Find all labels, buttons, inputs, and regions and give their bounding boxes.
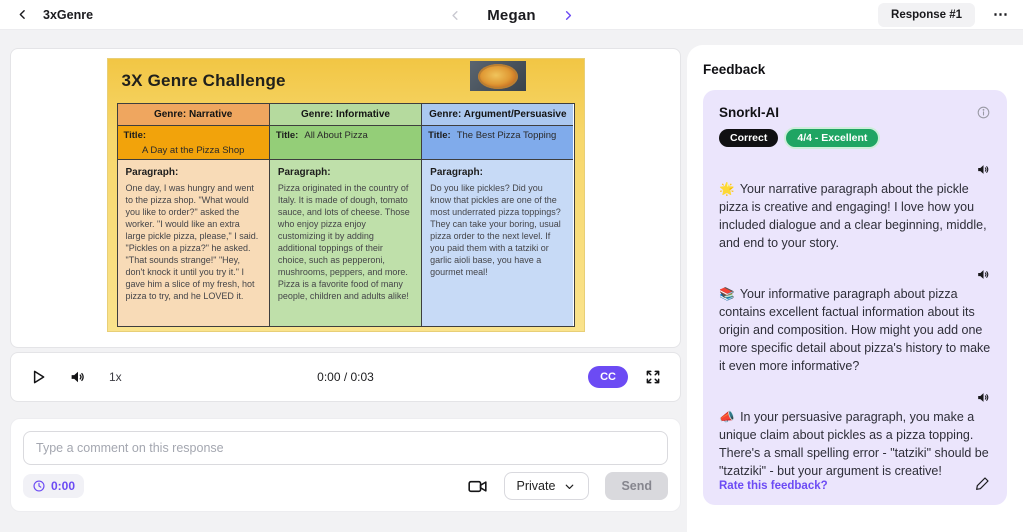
next-student-icon[interactable] (562, 9, 575, 22)
play-icon[interactable] (29, 368, 47, 386)
genre-header: Genre: Argument/Persuasive (422, 104, 573, 126)
send-button[interactable]: Send (605, 472, 668, 500)
paragraph-text: One day, I was hungry and went to the pizza shop. "What would you like to order?" asked the worker. "I would like an extra large pickle pizza, please," I said. "Pickles on a pizza?" he asked. "That sounds strange!" "Hey, don't knock it until you try it." I gave him a slice of my fresh, hot pizza to try, and he LOVED it. (125, 183, 259, 301)
feedback-text: 📣 In your persuasive paragraph, you make a unique claim about pickles as a pizza topping. There's a small spelling error - "tatziki" should be "tzatziki" - but your argument is creative! (719, 410, 989, 478)
edit-pencil-icon[interactable] (975, 475, 991, 491)
genre-table (117, 103, 575, 327)
score-badge: 4/4 - Excellent (786, 129, 878, 147)
status-badge: Correct (719, 129, 778, 147)
paragraph-cell (118, 160, 269, 326)
title-label: Title: (428, 130, 451, 141)
rate-feedback-link[interactable]: Rate this feedback? (719, 480, 828, 492)
worksheet-title: 3X Genre Challenge (121, 71, 286, 90)
argument-column (421, 104, 573, 326)
title-value: The Best Pizza Topping (456, 130, 557, 141)
pizza-photo (470, 61, 526, 91)
privacy-dropdown[interactable] (504, 472, 590, 500)
back-icon[interactable] (16, 8, 29, 21)
timer-value: 0:00 (51, 479, 76, 493)
chevron-down-icon (563, 480, 576, 493)
narrative-column (118, 104, 269, 326)
volume-icon[interactable] (69, 368, 87, 386)
paragraph-label: Paragraph: (277, 167, 331, 178)
speaker-icon[interactable] (719, 267, 991, 282)
response-selector-button[interactable]: Response #1 (878, 3, 975, 27)
feedback-text: 🌟 Your narrative paragraph about the pickle pizza is creative and engaging! I love how you included dialogue and a clear beginning, middle, and end to your story. (719, 182, 987, 250)
more-menu-icon[interactable]: ⋯ (993, 6, 1009, 23)
feedback-item (719, 162, 991, 252)
speaker-icon[interactable] (719, 162, 991, 177)
student-name: Megan (487, 6, 536, 24)
feedback-text: 📚 Your informative paragraph about pizza contains excellent factual information about its origin and composition. How might you add one more specific detail about pizza's history to make it even more informative? (719, 287, 991, 373)
top-bar (0, 0, 1023, 30)
audio-record-timer[interactable] (23, 474, 84, 498)
feedback-item (719, 267, 991, 375)
feedback-emoji: 📣 (719, 410, 735, 424)
title-cell (270, 126, 421, 160)
feedback-provider: Snorkl-AI (719, 105, 780, 120)
captions-button[interactable]: CC (588, 366, 628, 388)
feedback-emoji: 🌟 (719, 182, 735, 196)
fullscreen-icon[interactable] (644, 368, 662, 386)
activity-title: 3xGenre (43, 7, 94, 22)
comment-input[interactable] (23, 431, 668, 465)
comment-composer (10, 418, 681, 512)
previous-student-icon[interactable] (448, 9, 461, 22)
title-cell (422, 126, 573, 160)
paragraph-text: Pizza originated in the country of Italy. It is made of dough, tomato sauce, and lots of cheese. Those who enjoy pizza enjoy customizing it by adding additional toppings of their choice, such as pepperoni, mushrooms, peppers, and more. Pizza is a favorite food of many people, children and adults alike! (277, 183, 410, 301)
genre-header: Genre: Informative (270, 104, 421, 126)
info-icon[interactable] (976, 105, 991, 120)
paragraph-label: Paragraph: (125, 167, 179, 178)
privacy-value: Private (516, 479, 556, 493)
audio-player-bar (10, 352, 681, 402)
video-record-icon[interactable] (467, 476, 488, 497)
title-value: A Day at the Pizza Shop (141, 145, 245, 156)
feedback-emoji: 📚 (719, 287, 735, 301)
feedback-item (719, 390, 991, 480)
feedback-panel (687, 45, 1023, 532)
informative-column (269, 104, 421, 326)
title-label: Title: (123, 130, 147, 141)
worksheet-image (108, 59, 584, 331)
title-cell (118, 126, 269, 160)
title-label: Title: (275, 130, 299, 141)
playback-speed[interactable]: 1x (109, 370, 122, 384)
student-switcher (448, 0, 575, 30)
paragraph-text: Do you like pickles? Did you know that pickles are one of the most underrated pizza toppings? They can take your boring, usual pizza order to the next level. If you paid them with a tatziki or garlic aioli base, you have a gourmet meal! (430, 183, 561, 277)
ai-feedback-card (703, 90, 1007, 505)
response-media-card (10, 48, 681, 348)
feedback-heading: Feedback (703, 62, 766, 77)
title-value: All About Pizza (304, 130, 368, 141)
speaker-icon[interactable] (719, 390, 991, 405)
paragraph-label: Paragraph: (430, 167, 483, 178)
genre-header: Genre: Narrative (118, 104, 269, 126)
paragraph-cell (270, 160, 421, 326)
paragraph-cell (422, 160, 573, 326)
playback-time: 0:00 / 0:03 (317, 370, 374, 384)
clock-icon (32, 479, 46, 493)
